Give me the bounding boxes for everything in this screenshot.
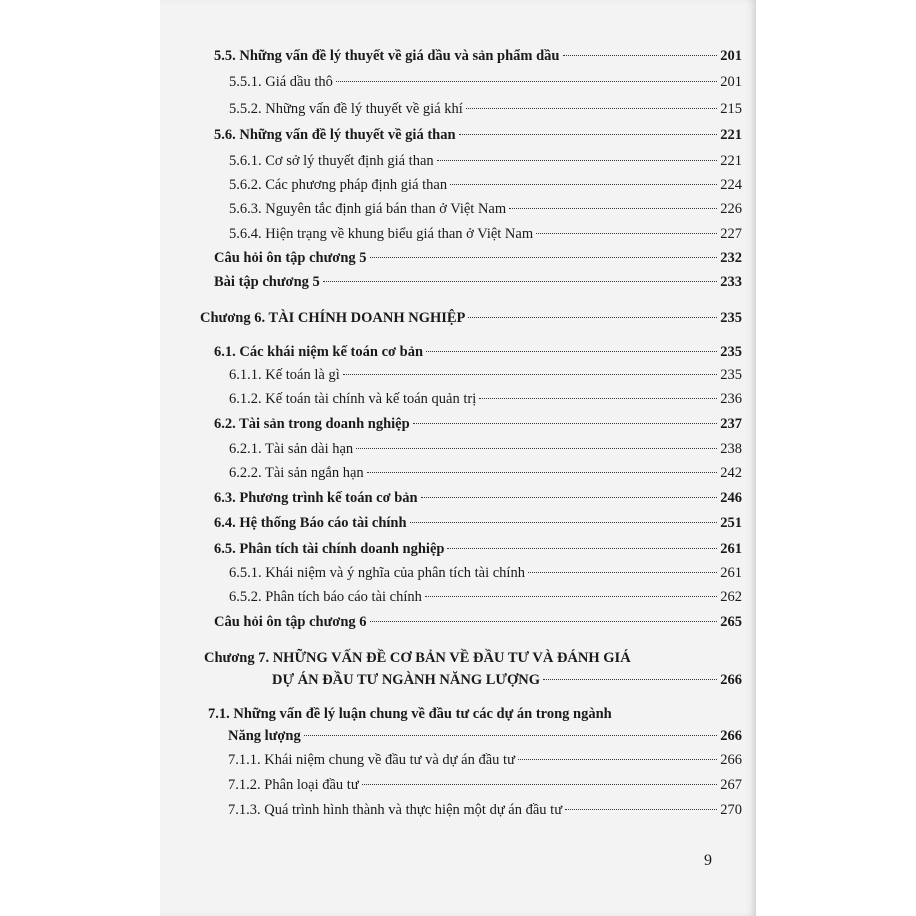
section-7-1-title-line1: 7.1. Những vấn đề lý luận chung về đầu tư các dự án trong ngành: [208, 706, 612, 722]
toc-row-chapter-7: DỰ ÁN ĐẦU TƯ NGÀNH NĂNG LƯỢNG 266: [272, 672, 742, 688]
toc-row: 7.1.3. Quá trình hình thành và thực hiện một dự án đầu tư 270: [228, 802, 742, 818]
page-number: 9: [704, 852, 712, 869]
toc-row: 6.1.2. Kế toán tài chính và kế toán quản trị 236: [229, 391, 742, 407]
toc-row: 6.2.2. Tài sản ngắn hạn 242: [229, 465, 742, 481]
toc-row: 5.6.2. Các phương pháp định giá than 224: [229, 177, 742, 193]
toc-row-chapter-6: Chương 6. TÀI CHÍNH DOANH NGHIỆP 235: [200, 310, 742, 326]
book-page: [160, 0, 756, 916]
toc-row: 5.5.1. Giá dầu thô 201: [229, 74, 742, 90]
toc-row: 5.5.2. Những vấn đề lý thuyết về giá khí 215: [229, 101, 742, 117]
toc-row: 5.5. Những vấn đề lý thuyết về giá dầu và sản phẩm dầu 201: [214, 48, 742, 64]
toc-row: 6.3. Phương trình kế toán cơ bản 246: [214, 490, 742, 506]
toc-row: 7.1.1. Khái niệm chung về đầu tư và dự án đầu tư 266: [228, 752, 742, 768]
toc-row: 6.5.2. Phân tích báo cáo tài chính 262: [229, 589, 742, 605]
table-of-contents: [160, 0, 756, 916]
toc-row: 6.4. Hệ thống Báo cáo tài chính 251: [214, 515, 742, 531]
toc-row: 5.6. Những vấn đề lý thuyết về giá than 221: [214, 127, 742, 143]
toc-row: Câu hỏi ôn tập chương 5 232: [214, 250, 742, 266]
toc-row: 6.5.1. Khái niệm và ý nghĩa của phân tích tài chính 261: [229, 565, 742, 581]
toc-row: Câu hỏi ôn tập chương 6 265: [214, 614, 742, 630]
toc-row: 5.6.1. Cơ sở lý thuyết định giá than 221: [229, 153, 742, 169]
toc-row: 7.1.2. Phân loại đầu tư 267: [228, 777, 742, 793]
toc-row: 6.1.1. Kế toán là gì 235: [229, 367, 742, 383]
toc-row: 5.6.3. Nguyên tắc định giá bán than ở Việt Nam 226: [229, 201, 742, 217]
chapter-7-title-line1: Chương 7. NHỮNG VẤN ĐỀ CƠ BẢN VỀ ĐẦU TƯ VÀ ĐÁNH GIÁ: [204, 650, 631, 666]
toc-row: Bài tập chương 5 233: [214, 274, 742, 290]
toc-row: 6.5. Phân tích tài chính doanh nghiệp 261: [214, 541, 742, 557]
toc-row: 6.2.1. Tài sản dài hạn 238: [229, 441, 742, 457]
toc-row: 5.6.4. Hiện trạng về khung biểu giá than ở Việt Nam 227: [229, 226, 742, 242]
toc-row: 6.1. Các khái niệm kế toán cơ bản 235: [214, 344, 742, 360]
toc-row: Năng lượng 266: [228, 728, 742, 744]
toc-row: 6.2. Tài sản trong doanh nghiệp 237: [214, 416, 742, 432]
